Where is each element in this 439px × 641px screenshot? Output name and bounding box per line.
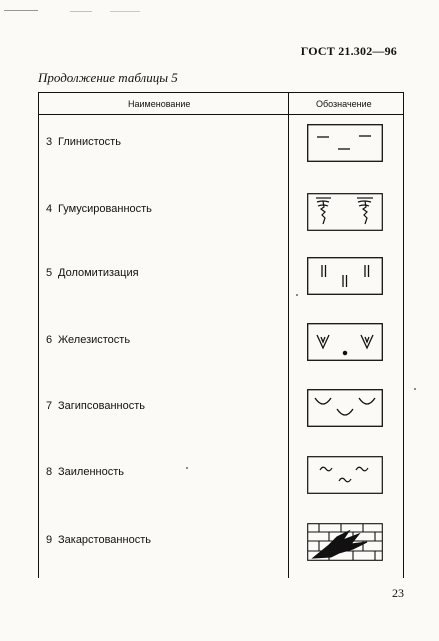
row-number: 5 [46,267,53,279]
gypsum-pattern-icon [307,389,383,427]
scan-speck [186,467,188,469]
scan-mark [110,11,140,12]
dolomitization-pattern-icon [307,257,383,295]
page-number: 23 [392,586,404,600]
row-name: Доломитизация [58,267,139,279]
row-label [46,203,152,215]
row-label [46,400,145,412]
row-name: Железистость [58,334,131,346]
table-caption: Продолжение таблицы 5 [38,70,178,85]
row-name: Закарстованность [58,534,151,546]
row-name: Заиленность [58,466,124,478]
table-left-border [38,92,39,578]
standard-code: ГОСТ 21.302—96 [300,44,397,58]
silting-pattern-icon [307,456,383,494]
row-label [46,136,121,148]
row-name: Гумусированность [58,203,152,215]
row-number: 9 [46,534,53,546]
row-number: 8 [46,466,53,478]
ferruginous-pattern-icon [307,323,383,361]
row-label [46,334,130,346]
row-label [46,534,151,546]
row-name: Глинистость [58,136,121,148]
column-header-name: Наименование [128,99,191,109]
scan-mark [4,10,38,11]
row-number: 7 [46,400,53,412]
row-name: Загипсованность [58,400,145,412]
table-top-border [38,92,404,93]
row-label [46,267,139,279]
row-number: 6 [46,334,53,346]
row-label [46,466,124,478]
row-number: 4 [46,203,53,215]
scan-speck [296,294,298,296]
karst-pattern-icon [307,523,383,561]
column-header-symbol: Обозначение [316,99,372,109]
scan-speck [414,388,416,390]
table-header-border [38,114,404,115]
table-column-divider [288,92,289,578]
row-number: 3 [46,136,53,148]
table-right-border [403,92,404,578]
humus-pattern-icon [307,193,383,231]
scan-mark [70,11,92,12]
claystone-pattern-icon [307,124,383,162]
